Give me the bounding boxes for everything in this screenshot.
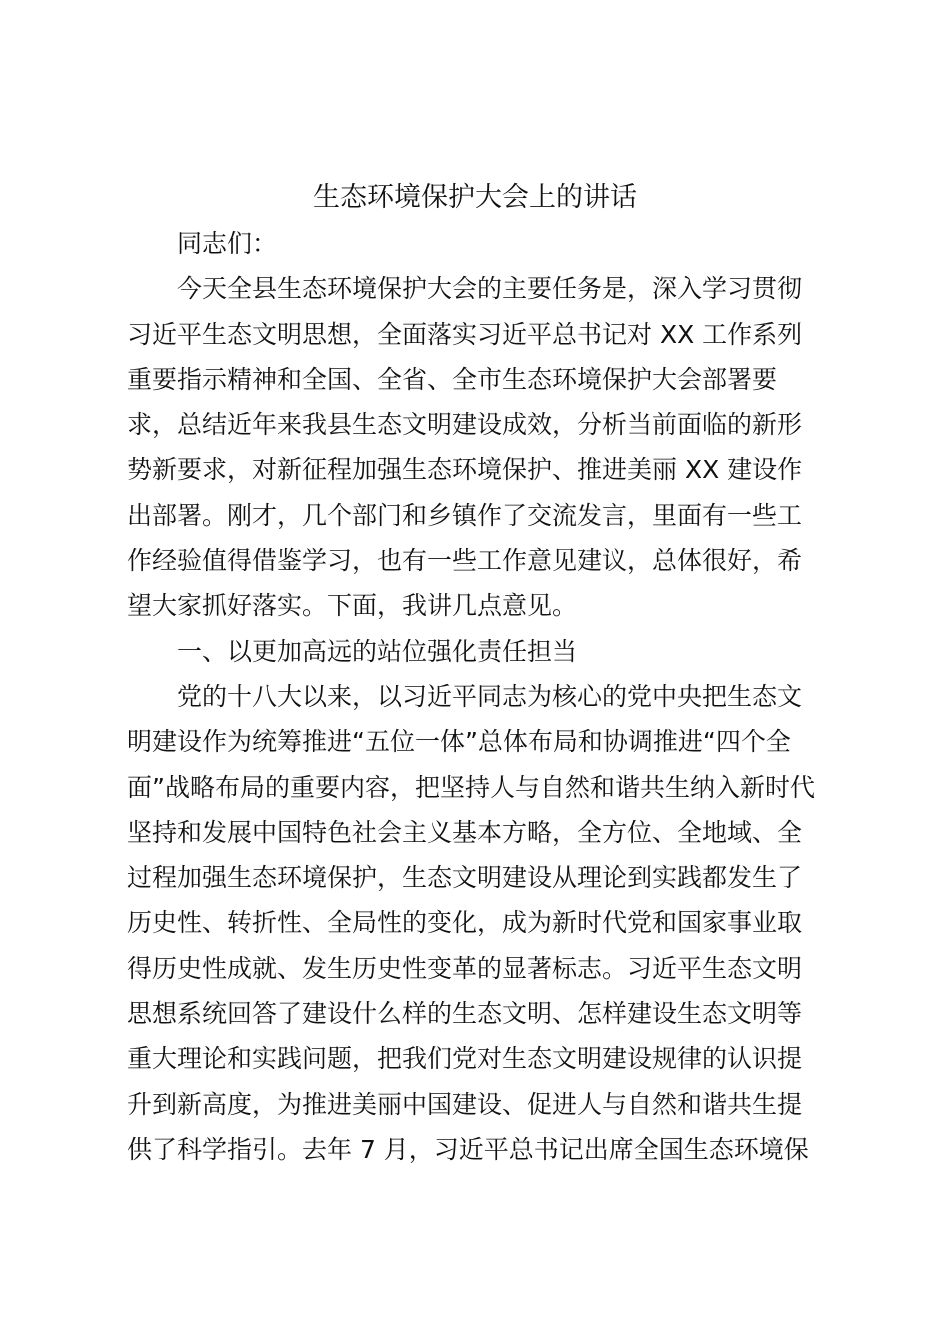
paragraph-line: 得历史性成就、发生历史性变革的显著标志。习近平生态文明: [127, 953, 803, 983]
paragraph-line: 出部署。刚才，几个部门和乡镇作了交流发言，里面有一些工: [127, 500, 803, 530]
paragraph-line: 思想系统回答了建设什么样的生态文明、怎样建设生态文明等: [127, 999, 803, 1029]
paragraph-line: 坚持和发展中国特色社会主义基本方略，全方位、全地域、全: [127, 817, 803, 847]
paragraph-line: 望大家抓好落实。下面，我讲几点意见。: [127, 591, 578, 621]
paragraph-line: 重大理论和实践问题，把我们党对生态文明建设规律的认识提: [127, 1044, 803, 1074]
paragraph-line: 习近平生态文明思想，全面落实习近平总书记对 XX 工作系列: [127, 319, 803, 349]
paragraph-line: 明建设作为统筹推进“五位一体”总体布局和协调推进“四个全: [127, 727, 791, 757]
paragraph-line: 党的十八大以来，以习近平同志为核心的党中央把生态文: [177, 681, 803, 711]
paragraph-line: 求，总结近年来我县生态文明建设成效，分析当前面临的新形: [127, 410, 803, 440]
paragraph-line: 面”战略布局的重要内容，把坚持人与自然和谐共生纳入新时代: [127, 772, 815, 802]
paragraph-line: 升到新高度，为推进美丽中国建设、促进人与自然和谐共生提: [127, 1089, 803, 1119]
paragraph-line: 势新要求，对新征程加强生态环境保护、推进美丽 XX 建设作: [127, 455, 803, 485]
paragraph-line: 历史性、转折性、全局性的变化，成为新时代党和国家事业取: [127, 908, 803, 938]
document-body: [127, 221, 827, 1172]
paragraph-line: 过程加强生态环境保护，生态文明建设从理论到实践都发生了: [127, 863, 803, 893]
paragraph-line: 供了科学指引。去年 7 月，习近平总书记出席全国生态环境保: [127, 1134, 809, 1164]
section-heading: 一、以更加高远的站位强化责任担当: [177, 636, 578, 666]
document-title: 生态环境保护大会上的讲话: [313, 182, 637, 213]
salutation-line: 同志们：: [177, 229, 278, 258]
paragraph-line: 作经验值得借鉴学习，也有一些工作意见建议，总体很好，希: [127, 546, 803, 576]
paragraph-line: 今天全县生态环境保护大会的主要任务是，深入学习贯彻: [177, 274, 803, 304]
paragraph-line: 重要指示精神和全国、全省、全市生态环境保护大会部署要: [127, 364, 778, 394]
